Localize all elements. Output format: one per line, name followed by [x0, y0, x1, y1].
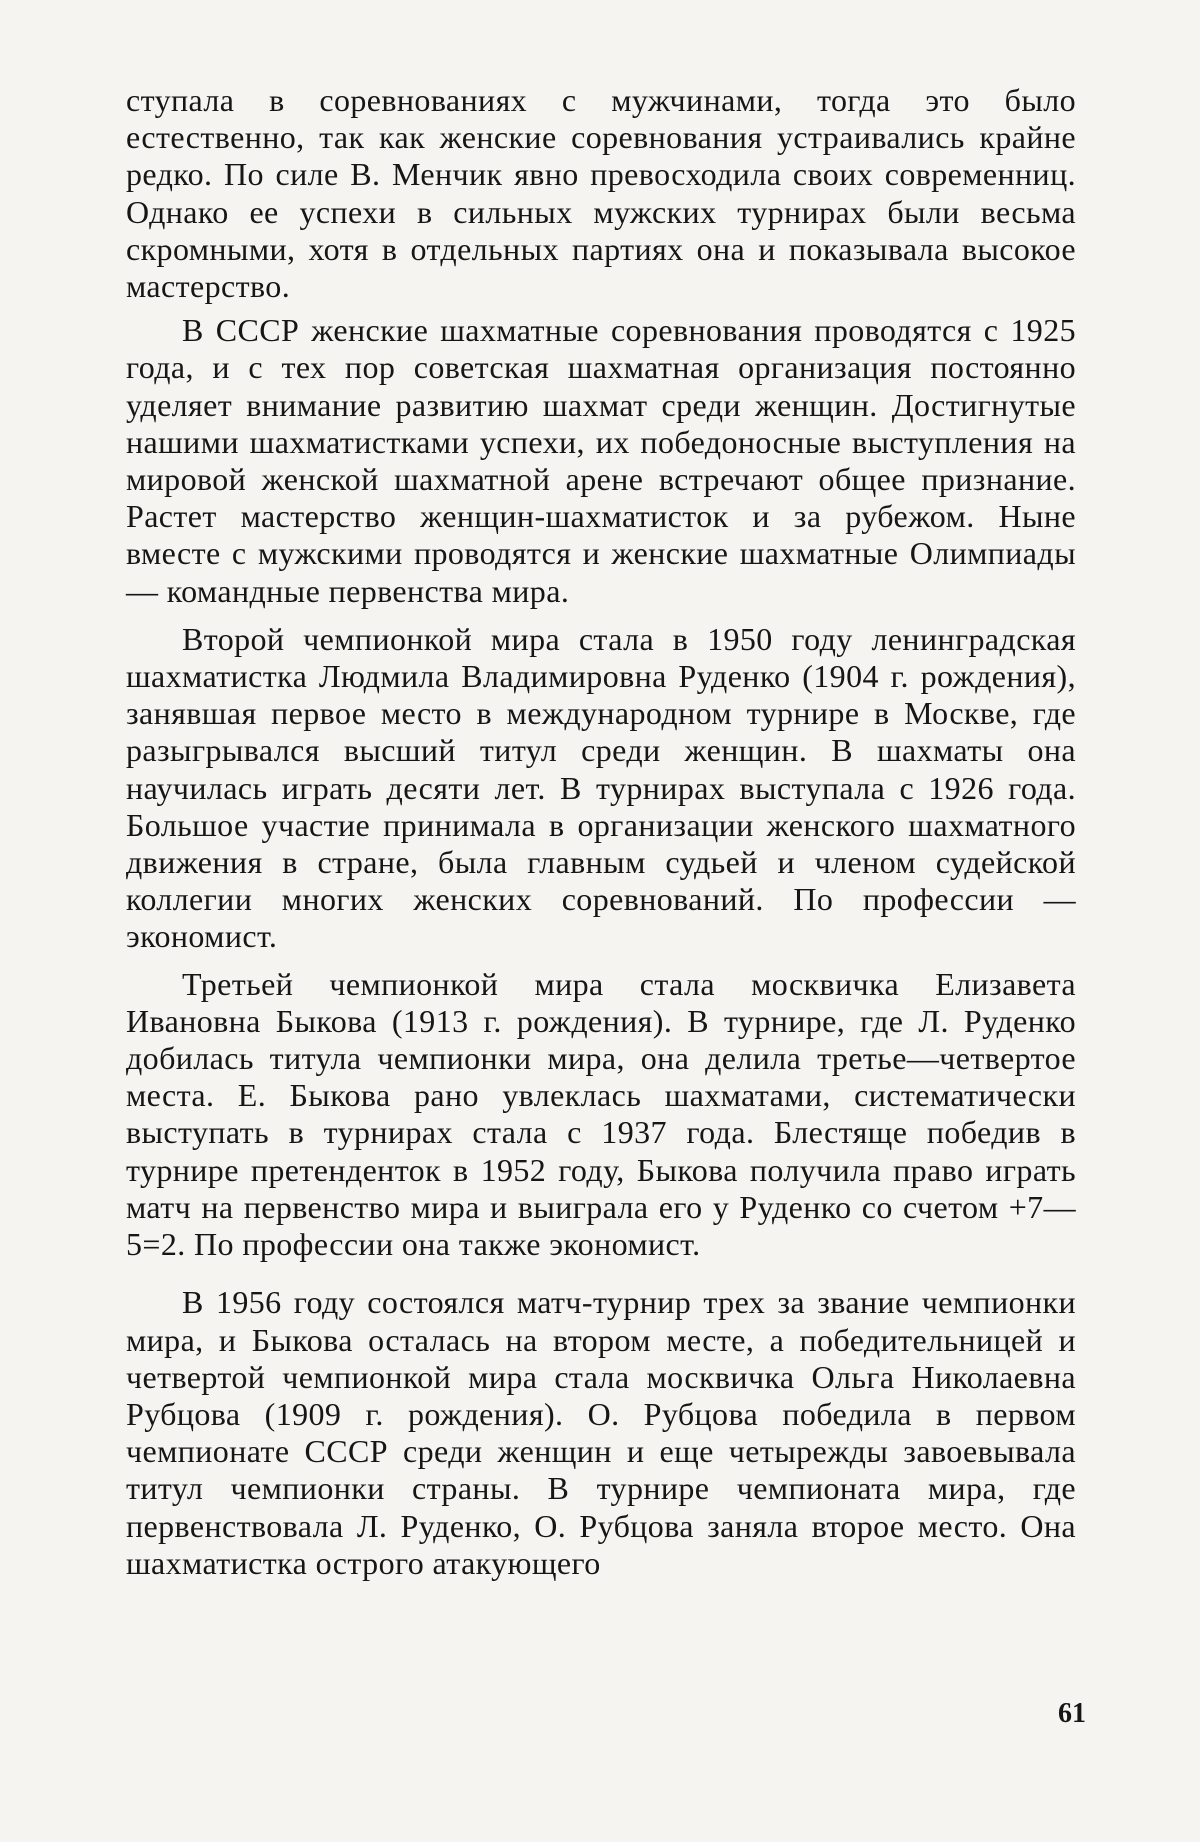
paragraph-2: В СССР женские шахматные соревнования проводятся с 1925 года, и с тех пор советская шахматная организация постоянно уделяет внимание развитию шахмат среди женщин. Достигнутые нашими шахматистками успехи, их победоносные выступления на мировой женской шахматной арене встречают общее признание. Растет мастерство женщин-шахматисток и за рубежом. Ныне вместе с мужскими проводятся и женские шахматные Олимпиады — командные первенства мира.: [126, 312, 1076, 609]
paragraph-1: ступала в соревнованиях с мужчинами, тогда это было естественно, так как женские соревнования устраивались крайне редко. По силе В. Менчик явно превосходила своих современниц. Однако ее успехи в сильных мужских турнирах были весьма скромными, хотя в отдельных партиях она и показывала высокое мастерство.: [126, 82, 1076, 305]
body-text: [126, 82, 1076, 1582]
paragraph-4: Третьей чемпионкой мира стала москвичка Елизавета Ивановна Быкова (1913 г. рождения). В турнире, где Л. Руденко добилась титула чемпионки мира, она делила третье—четвертое места. Е. Быкова рано увлеклась шахматами, систематически выступать в турнирах стала с 1937 года. Блестяще победив в турнире претенденток в 1952 году, Быкова получила право играть матч на первенство мира и выиграла его у Руденко со счетом +7—5=2. По профессии она также экономист.: [126, 965, 1076, 1263]
paragraph-5: В 1956 году состоялся матч-турнир трех за звание чемпионки мира, и Быкова осталась на втором месте, а победительницей и четвертой чемпионкой мира стала москвичка Ольга Николаевна Рубцова (1909 г. рождения). О. Рубцова победила в первом чемпионате СССР среди женщин и еще четырежды завоевывала титул чемпионки страны. В турнире чемпионата мира, где первенствовала Л. Руденко, О. Рубцова заняла второе место. Она шахматистка острого атакующего: [126, 1284, 1076, 1581]
page-number: 61: [1058, 1698, 1086, 1729]
paragraph-3: Второй чемпионкой мира стала в 1950 году ленинградская шахматистка Людмила Владимировна Руденко (1904 г. рождения), занявшая первое место в международном турнире в Москве, где разыгрывался высший титул среди женщин. В шахматы она научилась играть десяти лет. В турнирах выступала с 1926 года. Большое участие принимала в организации женского шахматного движения в стране, была главным судьей и членом судейской коллегии многих женских соревнований. По профессии — экономист.: [126, 620, 1076, 955]
